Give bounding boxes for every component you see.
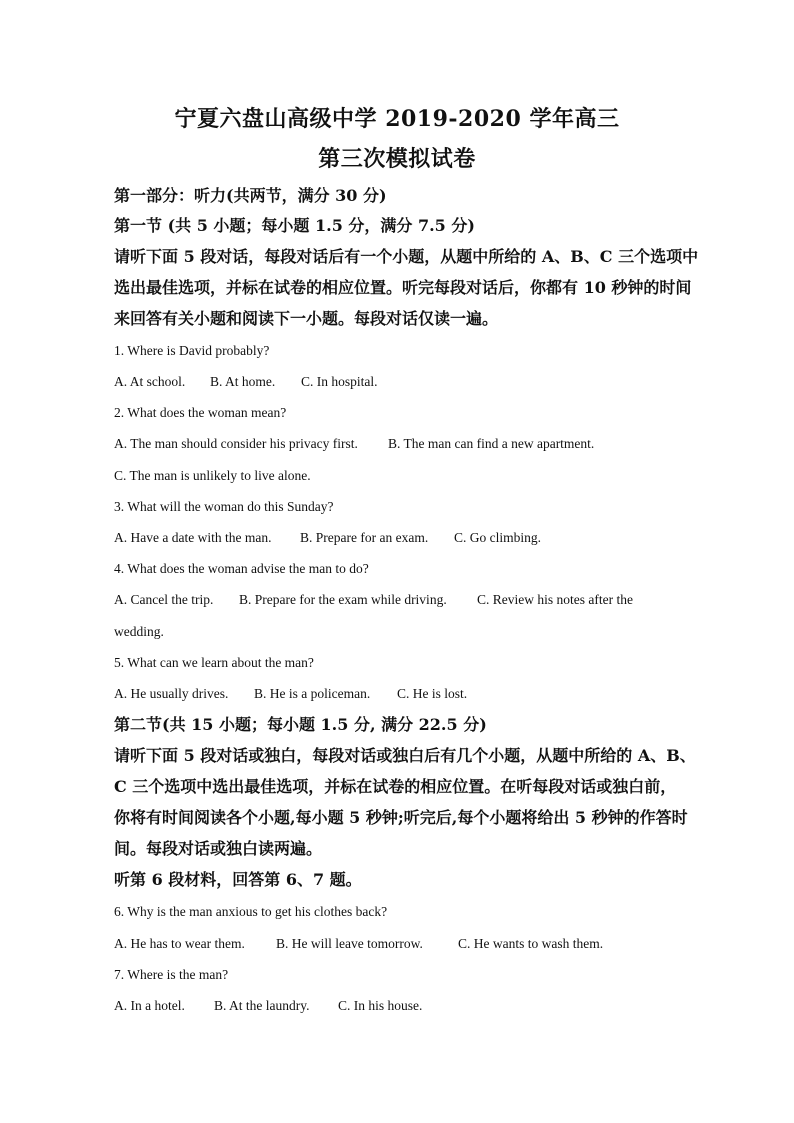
- section2-heading: 第二节(共 15 小题；每小题 1.5 分, 满分 22.5 分): [114, 715, 487, 734]
- option-c: C. The man is unlikely to live alone.: [114, 468, 311, 483]
- exam-title-line2: 第三次模拟试卷: [318, 146, 476, 172]
- option-c: C. He is lost.: [397, 686, 468, 701]
- question-4: 4. What does the woman advise the man to do?: [114, 561, 369, 576]
- option-b: B. He is a policeman.: [254, 686, 371, 701]
- question-1: 1. Where is David probably?: [114, 343, 270, 358]
- option-b: B. Prepare for the exam while driving.: [239, 592, 447, 607]
- option-c: C. Review his notes after the: [477, 592, 633, 607]
- option-a: A. In a hotel.: [114, 998, 185, 1013]
- option-a: A. At school.: [114, 374, 186, 389]
- option-c: C. He wants to wash them.: [458, 936, 604, 951]
- section1-instruction-line: 来回答有关小题和阅读下一小题。每段对话仅读一遍。: [114, 309, 499, 328]
- material-6-heading: 听第 6 段材料，回答第 6、7 题。: [114, 870, 362, 889]
- section1-instruction-line: 请听下面 5 段对话，每段对话后有一个小题，从题中所给的 A、B、C 三个选项中: [114, 247, 699, 266]
- section2-instruction-line: 间。每段对话或独白读两遍。: [114, 839, 323, 858]
- question-2-options: [114, 434, 594, 454]
- section1-instruction-line: 选出最佳选项，并标在试卷的相应位置。听完每段对话后，你都有 10 秒钟的时间: [114, 278, 692, 297]
- option-b: B. At the laundry.: [214, 998, 310, 1013]
- option-b: B. He will leave tomorrow.: [276, 936, 423, 951]
- option-c: C. In hospital.: [301, 374, 378, 389]
- option-c: C. Go climbing.: [454, 530, 541, 545]
- question-4-options: [114, 590, 633, 610]
- question-3: 3. What will the woman do this Sunday?: [114, 499, 334, 514]
- question-1-options: [114, 372, 378, 392]
- question-7-options: [114, 996, 422, 1016]
- question-7: 7. Where is the man?: [114, 967, 229, 982]
- question-6-options: [114, 934, 603, 954]
- question-2: 2. What does the woman mean?: [114, 405, 287, 420]
- option-a: A. Cancel the trip.: [114, 592, 214, 607]
- section2-instruction-line: C 三个选项中选出最佳选项，并标在试卷的相应位置。在听每段对话或独白前，: [114, 777, 677, 796]
- exam-title-line1: 宁夏六盘山高级中学 2019-2020 学年高三: [174, 106, 620, 132]
- section2-instruction-line: 请听下面 5 段对话或独白，每段对话或独白后有几个小题，从题中所给的 A、B、: [114, 746, 696, 765]
- section2-instruction-line: 你将有时间阅读各个小题,每小题 5 秒钟;听完后,每个小题将给出 5 秒钟的作答时: [114, 808, 688, 827]
- question-5-options: [114, 684, 467, 704]
- question-6: 6. Why is the man anxious to get his clothes back?: [114, 904, 388, 919]
- part1-heading: 第一部分：听力(共两节，满分 30 分): [114, 186, 387, 205]
- option-a: A. Have a date with the man.: [114, 530, 272, 545]
- option-b: B. At home.: [210, 374, 276, 389]
- option-a: A. He usually drives.: [114, 686, 229, 701]
- option-a: A. The man should consider his privacy first.: [114, 436, 358, 451]
- question-5: 5. What can we learn about the man?: [114, 655, 314, 670]
- option-c: C. In his house.: [338, 998, 423, 1013]
- option-c-continued: wedding.: [114, 624, 164, 639]
- option-a: A. He has to wear them.: [114, 936, 245, 951]
- option-b: B. Prepare for an exam.: [300, 530, 429, 545]
- section1-heading: 第一节 (共 5 小题；每小题 1.5 分，满分 7.5 分): [114, 216, 475, 235]
- option-b: B. The man can find a new apartment.: [388, 436, 595, 451]
- question-3-options: [114, 528, 541, 548]
